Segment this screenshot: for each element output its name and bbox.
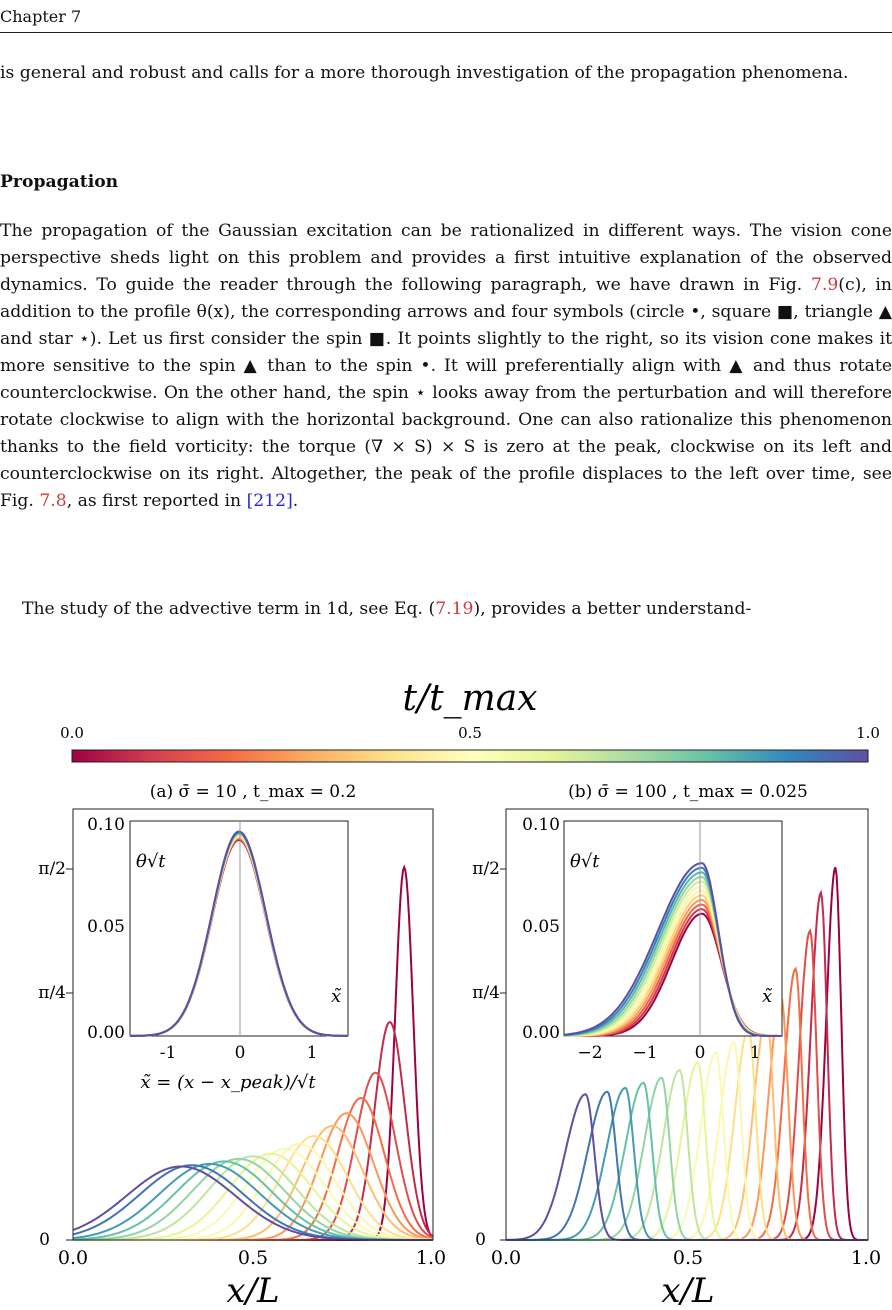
- panel-a-xtick-1: 0.5: [237, 1247, 269, 1269]
- colorbar: [60, 678, 880, 762]
- p2-text-b: (c), in addition to the profile θ(x), the corresponding arrows and four symbols (circle •, square ■, triangle ▲ and star ⋆). Let us first consider the spin ■. It points slightly to the right, so its vision cone makes it more sensitive to the spin ▲ than to the spin •. It will preferentially align with ▲ and thus rotate counterclockwise. On the other hand, the spin ⋆ looks away from the perturbation and will therefore rotate clockwise to align with the horizontal background. One can also rationalize this phenomenon thanks to the field vorticity: the torque (∇ × S) × S is zero at the peak, clockwise on its left and counterclockwise on its right. Altogether, the peak of the profile displaces to the left over time, see Fig.: [0, 275, 892, 511]
- colorbar-tick-1: 0.5: [458, 724, 482, 742]
- panel-a-inset-xtick-0: -1: [159, 1043, 177, 1063]
- paragraph-1: is general and robust and calls for a more thorough investigation of the propagation phenomena.: [0, 63, 849, 83]
- panel-a-inset-caption: x̃ = (x − x_peak)/√t: [140, 1072, 316, 1093]
- curves-a-series-12: [73, 1161, 433, 1240]
- p2-text-d: .: [292, 491, 299, 511]
- panel-b-title: (b) σ̄ = 100 , t_max = 0.025: [568, 782, 808, 802]
- fig-ref-7-9[interactable]: 7.9: [810, 275, 839, 295]
- colorbar-label: t/t_max: [402, 678, 538, 719]
- colorbar-bar: [72, 750, 868, 762]
- citation-212[interactable]: [212]: [246, 491, 293, 511]
- panel-a-inset-ytick-2: 0.10: [87, 815, 125, 835]
- panel-b-inset-xtick-0: −2: [577, 1043, 603, 1063]
- curves-a-series-7: [73, 1144, 433, 1240]
- panel-a-ytick-1: π/4: [38, 983, 66, 1003]
- panel-b-ytick-1: π/4: [472, 983, 500, 1003]
- paragraph-2: [0, 218, 892, 515]
- panel-b-xtick-2: 1.0: [850, 1247, 882, 1269]
- section-heading: Propagation: [0, 172, 119, 192]
- curves-b-series-8: [506, 1052, 868, 1240]
- panel-a-inset-xlabel: x̃: [331, 986, 342, 1007]
- panel-b-inset-ylabel: θ√t: [570, 851, 600, 872]
- panel-b-inset-ytick-1: 0.05: [522, 917, 560, 937]
- panel-b: [472, 809, 881, 1310]
- panel-a-title: (a) σ̄ = 10 , t_max = 0.2: [149, 782, 357, 802]
- panel-a-inset-ylabel: θ√t: [136, 851, 166, 872]
- panel-b-ytick-2: π/2: [472, 859, 500, 879]
- panel-a-xtick-0: 0.0: [57, 1247, 89, 1269]
- panel-b-inset: [522, 815, 782, 1063]
- panel-a-ytick-0: 0: [39, 1230, 50, 1250]
- page-header: [0, 4, 892, 33]
- chapter-label: Chapter 7: [0, 7, 82, 26]
- panel-b-inset-xtick-1: −1: [632, 1043, 658, 1063]
- panel-a-inset-xtick-2: 1: [306, 1043, 318, 1063]
- panel-a-ytick-2: π/2: [38, 859, 66, 879]
- panel-b-xtick-0: 0.0: [490, 1247, 522, 1269]
- paragraph-3: [0, 596, 892, 623]
- p2-text-c: , as first reported in: [66, 491, 247, 511]
- panel-b-inset-ytick-2: 0.10: [522, 815, 560, 835]
- panel-a-xlabel: x/L: [226, 1271, 280, 1310]
- panel-a-xtick-2: 1.0: [415, 1247, 447, 1269]
- p3-text-a: The study of the advective term in 1d, see Eq. (: [22, 599, 436, 619]
- panel-b-inset-xlabel: x̃: [762, 986, 773, 1007]
- panel-a-inset: [87, 815, 348, 1093]
- panel-b-xtick-1: 0.5: [672, 1247, 704, 1269]
- p2-text-a: The propagation of the Gaussian excitation can be rationalized in different ways. The vision cone perspective sheds light on this problem and provides a first intuitive explanation of the observed dynamics. To guide the reader through the following paragraph, we have drawn in Fig.: [0, 221, 892, 295]
- panel-a-inset-xtick-1: 0: [234, 1043, 246, 1063]
- panel-b-inset-ytick-0: 0.00: [522, 1023, 560, 1043]
- panel-b-inset-xtick-2: 0: [694, 1043, 706, 1063]
- colorbar-tick-0: 0.0: [60, 724, 84, 742]
- eq-ref-7-19[interactable]: 7.19: [435, 599, 474, 619]
- panel-a-inset-ytick-0: 0.00: [87, 1023, 125, 1043]
- panel-a: [38, 809, 446, 1310]
- figure: [0, 640, 892, 1310]
- panel-b-inset-xtick-3: 1: [749, 1043, 761, 1063]
- panel-b-xlabel: x/L: [661, 1271, 715, 1310]
- p3-text-b: ), provides a better understand-: [473, 599, 752, 619]
- colorbar-tick-2: 1.0: [856, 724, 880, 742]
- panel-b-ytick-0: 0: [475, 1230, 486, 1250]
- fig-ref-7-8[interactable]: 7.8: [39, 491, 67, 511]
- curves-a-series-3: [73, 1098, 433, 1240]
- panel-a-inset-ytick-1: 0.05: [87, 917, 125, 937]
